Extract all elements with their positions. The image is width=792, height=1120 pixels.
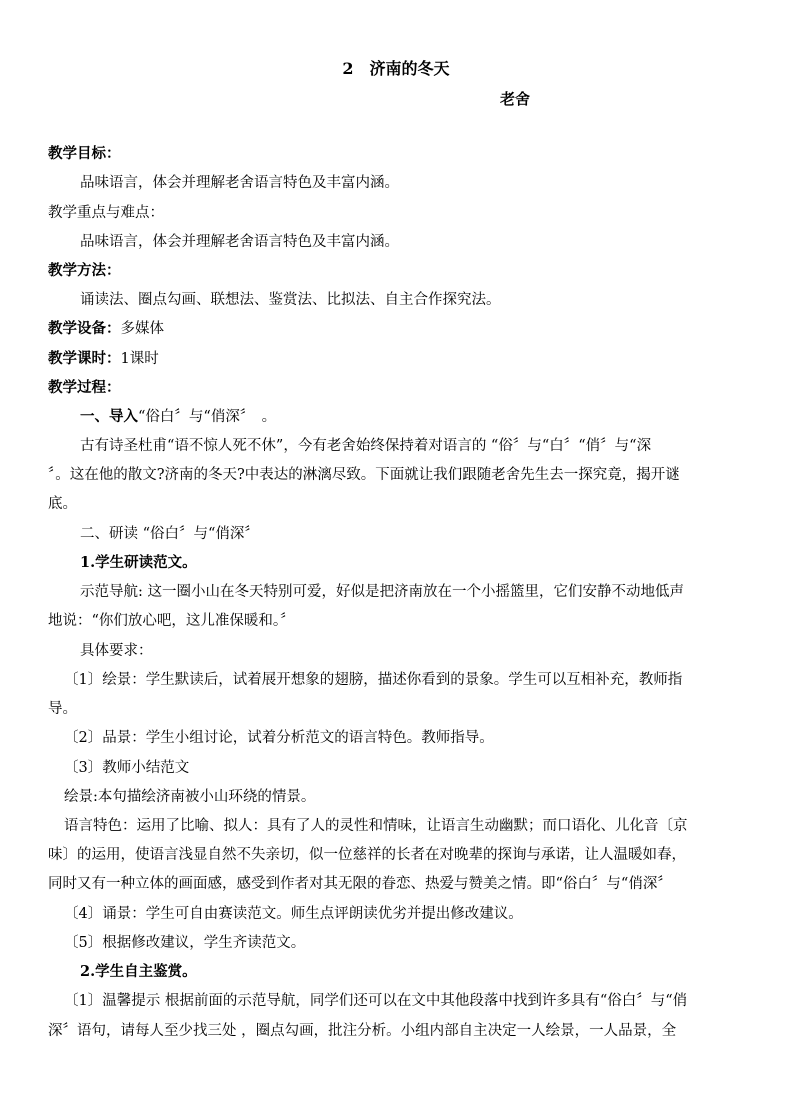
- goal-text: 品味语言，体会并理解老舍语言特色及丰富内涵。: [80, 175, 399, 191]
- painting-summary: 绘景:本句描绘济南被小山环绕的情景。: [64, 789, 316, 805]
- section-1-heading-bold: 一、导入: [80, 408, 138, 425]
- requirement-3: 〔3〕教师小结范文: [64, 760, 190, 776]
- section-1-paragraph-line: 底。: [48, 496, 77, 512]
- process-label: 教学过程：: [48, 379, 121, 396]
- author-name: 老舍: [500, 90, 531, 108]
- section-2-1-heading: 1.学生研读范文。: [80, 554, 197, 571]
- equipment-line: [48, 319, 744, 339]
- language-feature-line: 味〕的运用，使语言浅显自然不失亲切，似一位慈祥的长者在对晚辈的探询与承诺，让人温暖如春，: [48, 847, 686, 863]
- tip-paragraph-line: 深〞语句，请每人至少找三处 ，圈点勾画，批注分析。小组内部自主决定一人绘景，一人品景，全: [48, 1023, 677, 1039]
- section-1-paragraph-line: 〞。这在他的散文?济南的冬天?中表达的淋漓尽致。下面就让我们跟随老舍先生去一探究竟，揭开谜: [48, 467, 680, 483]
- section-1-heading: [80, 407, 744, 427]
- section-1-heading-rest: “俗白〞与“俏深〞 。: [138, 409, 277, 425]
- language-feature-line: 同时又有一种立体的画面感，感受到作者对其无限的眷恋、热爱与赞美之情。即“俗白〞与“俏深〞: [48, 876, 672, 892]
- language-feature-line: 语言特色：运用了比喻、拟人：具有了人的灵性和情味，让语言生动幽默；而口语化、儿化音〔京: [64, 818, 688, 834]
- hours-line: [48, 349, 744, 369]
- equipment-label: 教学设备：: [48, 320, 121, 337]
- requirement-1-line: 导。: [48, 701, 77, 717]
- requirement-2: 〔2〕品景：学生小组讨论，试着分析范文的语言特色。教师指导。: [64, 730, 494, 746]
- hours-value: 1课时: [120, 351, 159, 367]
- method-label: 教学方法：: [48, 262, 121, 279]
- section-2-heading: 二、研读 “俗白〞与“俏深〞: [80, 526, 259, 542]
- method-text: 诵读法、圈点勾画、联想法、鉴赏法、比拟法、自主合作探究法。: [80, 292, 501, 308]
- page-title: 2 济南的冬天: [342, 59, 450, 78]
- goal-label: 教学目标：: [48, 145, 121, 162]
- key-text: 品味语言，体会并理解老舍语言特色及丰富内涵。: [80, 234, 399, 250]
- requirements-label: 具体要求：: [80, 643, 153, 659]
- tip-paragraph-line: 〔1〕温馨提示 根据前面的示范导航，同学们还可以在文中其他段落中找到许多具有“俗白〞与“俏: [64, 993, 688, 1009]
- hours-label: 教学课时：: [48, 350, 121, 367]
- demo-paragraph-line: 示范导航: 这一圈小山在冬天特别可爱，好似是把济南放在一个小摇篮里，它们安静不动地低声: [80, 584, 684, 600]
- section-2-2-heading: 2.学生自主鉴赏。: [80, 963, 197, 980]
- requirement-1-line: 〔1〕绘景：学生默读后，试着展开想象的翅膀，描述你看到的景象。学生可以互相补充，教师指: [64, 672, 683, 688]
- equipment-value: 多媒体: [120, 321, 164, 337]
- requirement-5: 〔5〕根据修改建议，学生齐读范文。: [64, 935, 306, 951]
- section-1-paragraph-line: 古有诗圣杜甫“语不惊人死不休”，今有老舍始终保持着对语言的 “俗〞与“白〞“俏〞与“深: [80, 438, 652, 454]
- key-label: 教学重点与难点：: [48, 205, 164, 221]
- demo-paragraph-line: 地说：“你们放心吧，这儿准保暖和。〞: [48, 613, 295, 629]
- requirement-4: 〔4〕诵景：学生可自由赛读范文。师生点评朗读优劣并提出修改建议。: [64, 906, 523, 922]
